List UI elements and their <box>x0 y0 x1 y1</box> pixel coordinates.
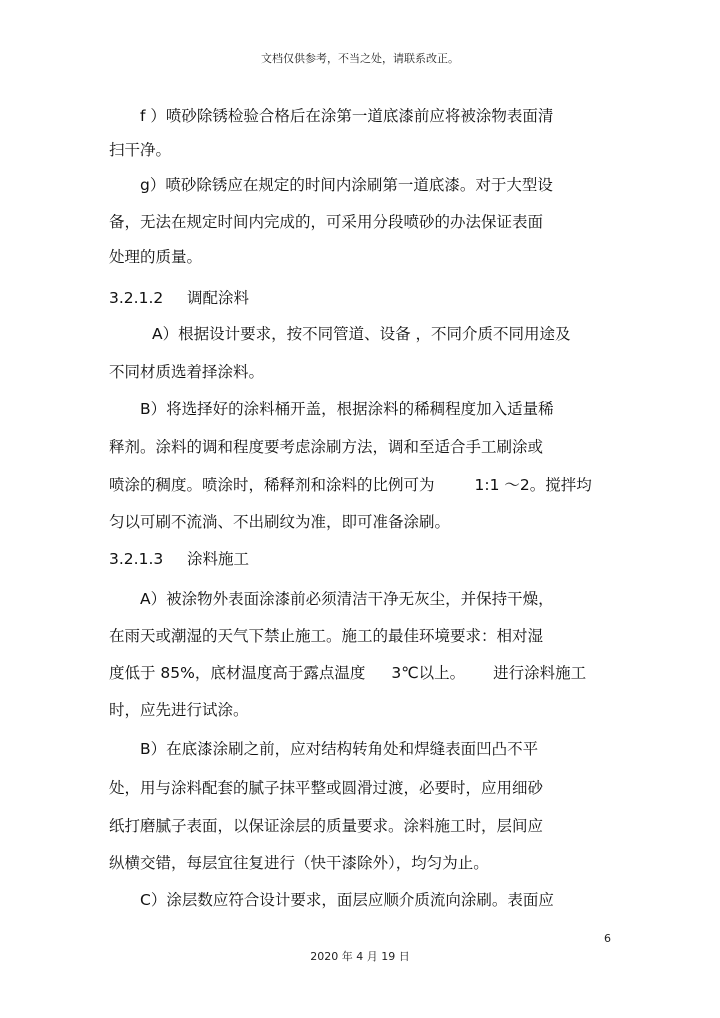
paragraph-a2-line-1: A）被涂物外表面涂漆前必须清洁干净无灰尘，并保持干燥， <box>140 590 554 608</box>
paragraph-a1-line-1: A）根据设计要求，按不同管道、设备 ，不同介质不同用途及 <box>152 325 571 343</box>
paragraph-a2-line-2: 在雨天或潮湿的天气下禁止施工。施工的最佳环境要求：相对湿 <box>109 627 544 645</box>
paragraph-b1-line-2: 释剂。涂料的调和程度要考虑涂刷方法，调和至适合手工刷涂或 <box>109 438 544 456</box>
paragraph-b1-line-1: B）将选择好的涂料桶开盖，根据涂料的稀稠程度加入适量稀 <box>140 400 554 418</box>
section-number: 3.2.1.3 <box>109 550 164 568</box>
paragraph-g-line-2: 备，无法在规定时间内完成的，可采用分段喷砂的办法保证表面 <box>109 213 544 231</box>
section-heading-3-2-1-3 <box>109 549 249 569</box>
paragraph-b1-line-3 <box>109 475 592 495</box>
paragraph-a2-line-4: 时，应先进行试涂。 <box>109 701 249 719</box>
section-heading-3-2-1-2 <box>109 288 249 308</box>
paragraph-b2-line-1: B）在底漆涂刷之前，应对结构转角处和焊缝表面凹凸不平 <box>140 740 539 758</box>
paragraph-a1-line-2: 不同材质选着择涂料。 <box>109 363 265 381</box>
paragraph-g-line-1: g）喷砂除锈应在规定的时间内涂刷第一道底漆。对于大型设 <box>140 176 553 194</box>
text-run: 度低于 85%，底材温度高于露点温度 <box>109 664 366 682</box>
footer-date: 2020 年 4 月 19 日 <box>310 950 410 963</box>
section-title: 涂料施工 <box>187 550 250 568</box>
paragraph-c-line-1: C）涂层数应符合设计要求，面层应顺介质流向涂刷。表面应 <box>140 891 554 909</box>
paragraph-b2-line-2: 处，用与涂料配套的腻子抹平整或圆滑过渡，必要时，应用细砂 <box>109 779 544 797</box>
paragraph-a2-line-3 <box>109 663 586 683</box>
paragraph-g-line-3: 处理的质量。 <box>109 248 203 266</box>
page-header-note: 文档仅供参考，不当之处，请联系改正。 <box>261 52 459 65</box>
page-number: 6 <box>604 932 611 945</box>
text-run: 进行涂料施工 <box>493 664 587 682</box>
paragraph-b2-line-4: 纵横交错，每层宜往复进行（快干漆除外），均匀为止。 <box>109 854 489 872</box>
paragraph-f-line-1: f ）喷砂除锈检验合格后在涂第一道底漆前应将被涂物表面清 <box>140 107 554 125</box>
text-run: 1:1 ～2。搅拌均 <box>474 476 592 494</box>
paragraph-b2-line-3: 纸打磨腻子表面，以保证涂层的质量要求。涂料施工时，层间应 <box>109 817 544 835</box>
text-run: 3℃以上。 <box>391 664 466 682</box>
paragraph-b1-line-4: 匀以可刷不流淌、不出刷纹为准，即可准备涂刷。 <box>109 513 451 531</box>
paragraph-f-line-2: 扫干净。 <box>109 141 172 159</box>
section-number: 3.2.1.2 <box>109 289 164 307</box>
text-run: 喷涂的稠度。喷涂时，稀释剂和涂料的比例可为 <box>109 476 435 494</box>
section-title: 调配涂料 <box>187 289 250 307</box>
